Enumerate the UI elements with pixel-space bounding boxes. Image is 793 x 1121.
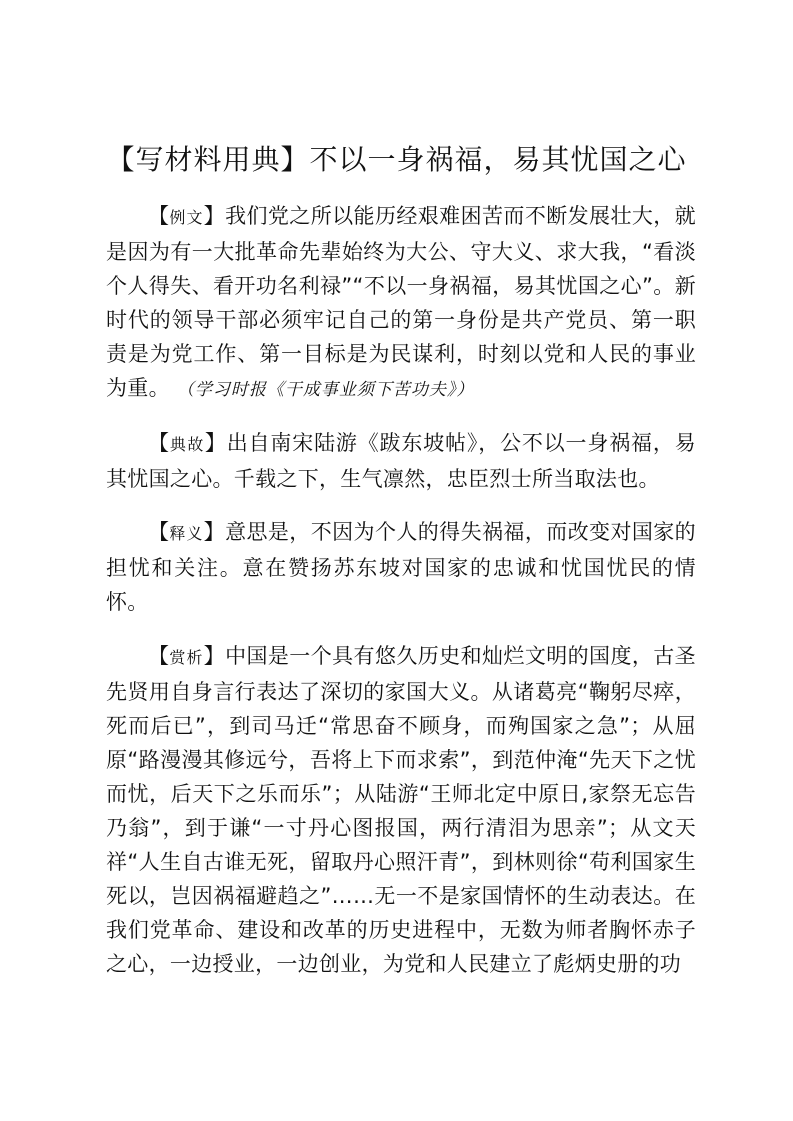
meaning-text: 意思是，不因为个人的得失祸福，而改变对国家的担忧和关注。意在赞扬苏东坡对国家的忠诚和忧国忧民的情怀。 [106,520,696,614]
appreciation-text: 中国是一个具有悠久历史和灿烂文明的国度，古圣先贤用自身言行表达了深切的家国大义。从诸葛亮“鞠躬尽瘁，死而后已”，到司马迁“常思奋不顾身，而殉国家之急”；从屈原“路漫漫其修远兮，吾将上下而求索”，到范仲淹“先天下之忧而忧，后天下之乐而乐”；从陆游“王师北定中原日,家祭无忘告乃翁”，到于谦“一寸丹心图报国，两行清泪为思亲”；从文天祥“人生自古谁无死，留取丹心照汗青”，到林则徐“苟利国家生死以，岂因祸福避趋之”……无一不是家国情怀的生动表达。在我们党革命、建设和改革的历史进程中，无数为师者胸怀赤子之心，一边授业，一边创业，为党和人民建立了彪炳史册的功 [106,644,696,976]
document-title: 【写材料用典】不以一身祸福，易其忧国之心 [106,143,687,176]
section-label-example: 例文 [169,208,204,227]
appreciation-paragraph [106,639,696,981]
example-source: （学习时报《干成事业须下苦功夫》） [176,380,475,400]
section-label-appreciation: 赏析 [169,648,204,667]
example-paragraph [106,199,696,407]
section-bracket-close: 】 [204,431,227,455]
section-bracket-open: 【 [148,431,170,455]
section-bracket-open: 【 [148,204,170,228]
allusion-text: 出自南宋陆游《跋东坡帖》，公不以一身祸福，易其忧国之心。千载之下，生气凛然，忠臣烈士所当取法也。 [106,431,696,491]
section-bracket-close: 】 [203,644,226,668]
section-bracket-open: 【 [148,520,170,544]
section-bracket-close: 】 [203,204,226,228]
meaning-paragraph [106,515,696,619]
section-bracket-close: 】 [203,520,226,544]
section-label-allusion: 典故 [169,435,205,454]
example-text: 我们党之所以能历经艰难困苦而不断发展壮大，就是因为有一大批革命先辈始终为大公、守大义、求大我，“看淡个人得失、看开功名利禄”“不以一身祸福，易其忧国之心”。新时代的领导干部必须牢记自己的第一身份是共产党员、第一职责是为党工作、第一目标是为民谋利，时刻以党和人民的事业为重。 [106,204,696,400]
section-label-meaning: 释义 [169,524,204,543]
section-bracket-open: 【 [148,644,170,668]
allusion-paragraph [106,426,696,496]
